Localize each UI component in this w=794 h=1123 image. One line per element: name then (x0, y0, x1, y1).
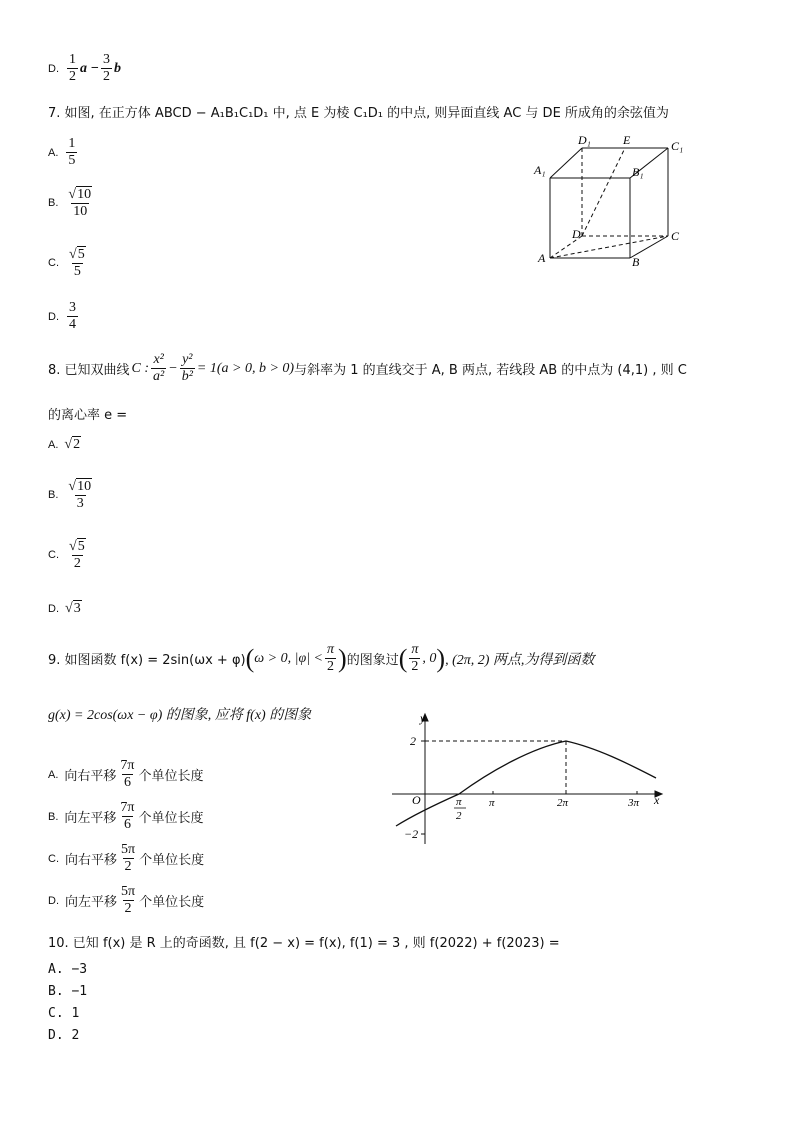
graph-y-max: 2 (410, 734, 416, 748)
graph-origin: O (412, 793, 421, 807)
q8-stem-line2: 的离心率 e = (48, 408, 128, 423)
label-b: B (632, 255, 640, 269)
q9-option-a: A. 向右平移 $\frac{7\pi}{6}$ 个单位长度 (48, 758, 204, 791)
tick-3pi: 3π (628, 797, 640, 809)
label-b1: B₁ (632, 165, 644, 179)
label-d1: D₁ (578, 133, 591, 147)
q10-option-b: B. −1 (48, 984, 88, 999)
label-c: C (671, 229, 680, 243)
q7-option-d: D. $\frac{3}{4}$ (48, 300, 76, 333)
tick-pi: π (489, 797, 495, 809)
tick-2pi: 2π (557, 797, 569, 809)
label-a: A (538, 251, 546, 265)
q7-stem: 7. 如图, 在正方体 ABCD − A₁B₁C₁D₁ 中, 点 E 为棱 C₁D₁ 的中点, 则异面直线 AC 与 DE 所成角的余弦值为 (48, 106, 669, 121)
q10-option-c: C. 1 (48, 1006, 80, 1021)
graph-y-label: y (420, 711, 426, 725)
q8-option-d: D. √ 3 (48, 601, 81, 616)
label-c1: C₁ (671, 139, 684, 153)
q7-option-c: C. √ 5 5 (48, 247, 85, 280)
q7-option-b: B. √ 10 10 (48, 187, 92, 220)
q10-stem: 10. 已知 f(x) 是 R 上的奇函数, 且 f(2 − x) = f(x), f(1) = 3 , 则 f(2022) + f(2023) = (48, 936, 560, 951)
sine-graph (392, 708, 672, 848)
label-d: D (572, 227, 581, 241)
q9-option-b: B. 向左平移 $\frac{7\pi}{6}$ 个单位长度 (48, 800, 204, 833)
q10-option-a: A. −3 (48, 962, 88, 977)
q8-stem-line1: 8. 已知双曲线 C : $\frac{\text{x²}}{\text{a²}}$ − $\frac{\text{y²}}{\text{b²}}$ = 1(a > 0, b > 0) 与斜率为 1 的直线交于 A, B 两点, 若线段 AB 的中点为 (4,1) , 则 C (48, 352, 687, 385)
q8-option-a: A. √ 2 (48, 437, 81, 452)
q9-stem-line2: g(x) = 2cos(ωx − φ) 的图象, 应将 f(x) 的图象 (48, 708, 312, 723)
sine-curve (396, 741, 656, 826)
cube-figure (530, 130, 700, 270)
graph-y-min: −2 (404, 827, 419, 841)
tick-pi2-num: π (456, 796, 462, 808)
q8-option-c: C. √ 5 2 (48, 539, 85, 572)
graph-x-label: x (654, 793, 660, 807)
q10-option-d: D. 2 (48, 1028, 80, 1043)
label-e: E (623, 133, 631, 147)
tick-pi2-den: 2 (456, 810, 462, 822)
q9-stem-line1: 9. 如图函数 f(x) = 2sin(ωx + φ) ( ω > 0, |φ| < $\frac{\pi}{2}$ ) 的图象过 ( $\frac{\pi}{2}$ , 0 ) , (2π, 2) 两点,为得到函数 (48, 642, 595, 675)
q7-option-a: A. $\frac{1}{5}$ (48, 136, 76, 169)
q8-option-b: B. √ 10 3 (48, 479, 92, 512)
q6-option-d: D. $\frac{1}{2}$ a − $\frac{3}{2}$ b (48, 52, 121, 85)
q9-option-d: D. 向左平移 $\frac{5\pi}{2}$ 个单位长度 (48, 884, 205, 917)
q9-option-c: C. 向右平移 $\frac{5\pi}{2}$ 个单位长度 (48, 842, 205, 875)
label-a1: A₁ (534, 163, 546, 177)
